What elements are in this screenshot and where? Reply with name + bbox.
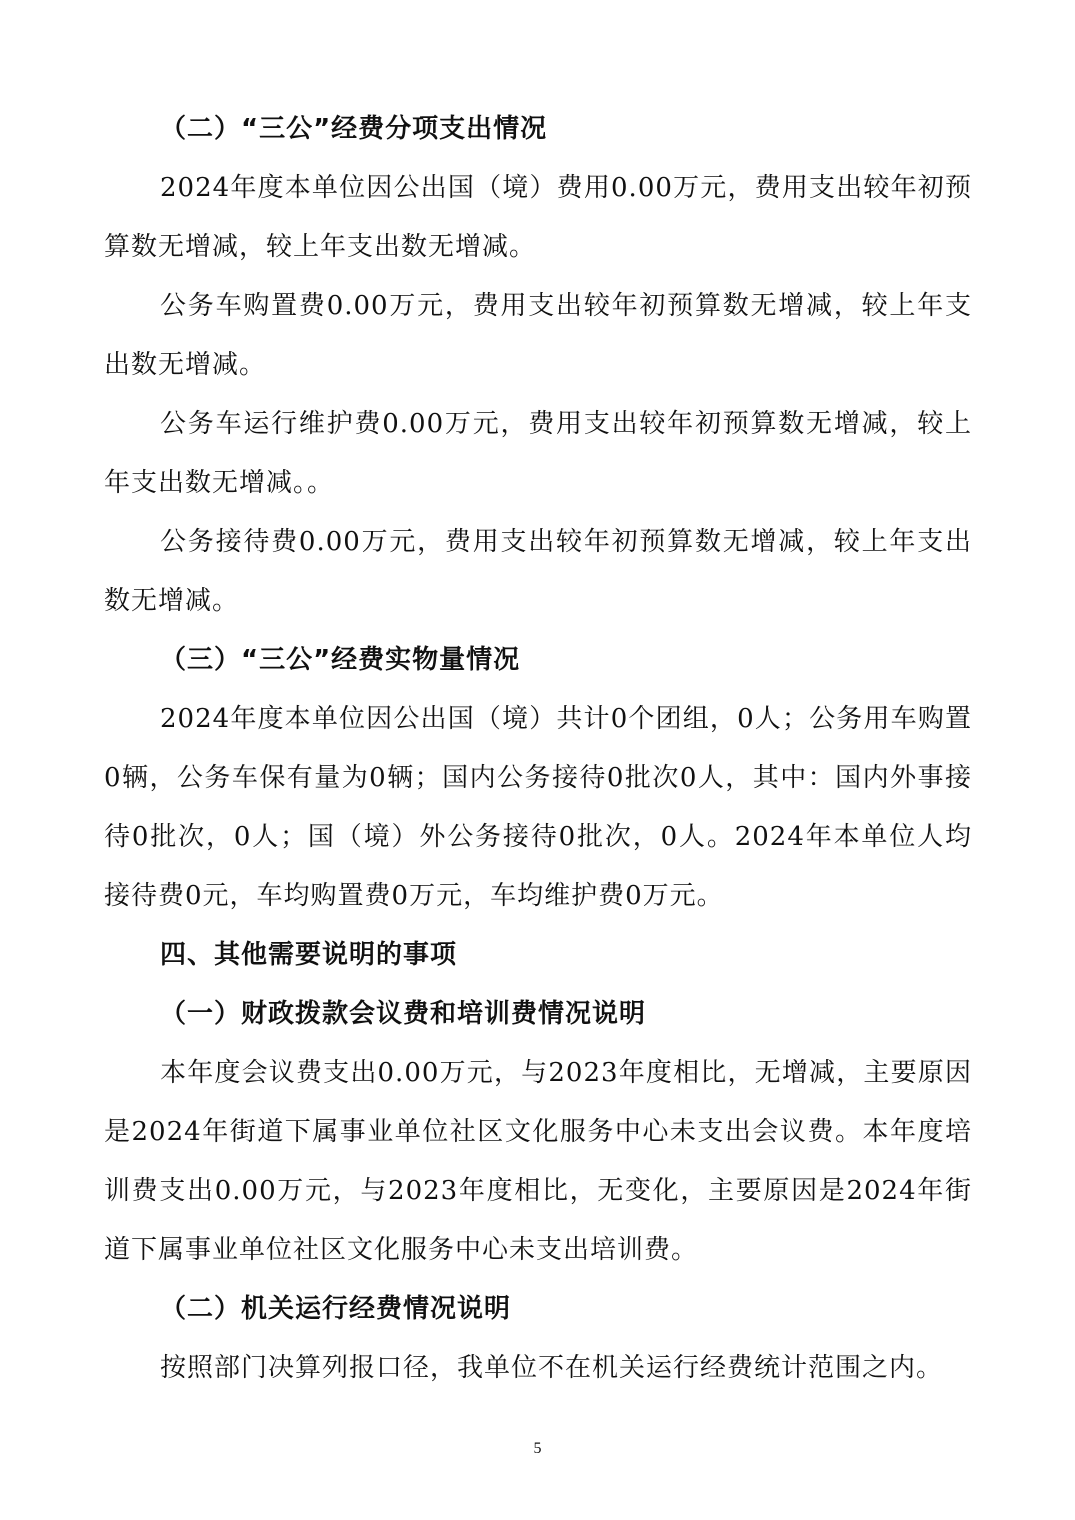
paragraph-vehicle-maintenance: 公务车运行维护费0.00万元，费用支出较年初预算数无增减，较上年支出数无增减。。 [104, 409, 972, 498]
paragraph-physical-quantities: 2024年度本单位因公出国（境）共计0个团组，0人；公务用车购置0辆，公务车保有量为0辆；国内公务接待0批次0人，其中：国内外事接待0批次，0人；国（境）外公务接待0批次，0人。2024年本单位人均接待费0元，车均购置费0万元，车均维护费0万元。 [104, 704, 972, 911]
paragraph-overseas-travel: 2024年度本单位因公出国（境）费用0.00万元，费用支出较年初预算数无增减，较上年支出数无增减。 [104, 173, 972, 262]
page-number: 5 [533, 1440, 542, 1457]
paragraph-operating-expenses: 按照部门决算列报口径，我单位不在机关运行经费统计范围之内。 [160, 1353, 944, 1383]
section-heading-three-public-itemized: （二）“三公”经费分项支出情况 [160, 114, 548, 144]
section-heading-other-matters: 四、其他需要说明的事项 [160, 940, 458, 970]
document-body [104, 100, 972, 1398]
paragraph-vehicle-purchase: 公务车购置费0.00万元，费用支出较年初预算数无增减，较上年支出数无增减。 [104, 291, 972, 380]
section-heading-three-public-physical: （三）“三公”经费实物量情况 [160, 645, 521, 675]
section-heading-meeting-training: （一）财政拨款会议费和培训费情况说明 [160, 999, 647, 1029]
paragraph-meeting-training: 本年度会议费支出0.00万元，与2023年度相比，无增减，主要原因是2024年街道下属事业单位社区文化服务中心未支出会议费。本年度培训费支出0.00万元，与2023年度相比，无变化，主要原因是2024年街道下属事业单位社区文化服务中心未支出培训费。 [104, 1058, 972, 1265]
section-heading-operating-expenses: （二）机关运行经费情况说明 [160, 1294, 512, 1324]
paragraph-official-reception: 公务接待费0.00万元，费用支出较年初预算数无增减，较上年支出数无增减。 [104, 527, 972, 616]
